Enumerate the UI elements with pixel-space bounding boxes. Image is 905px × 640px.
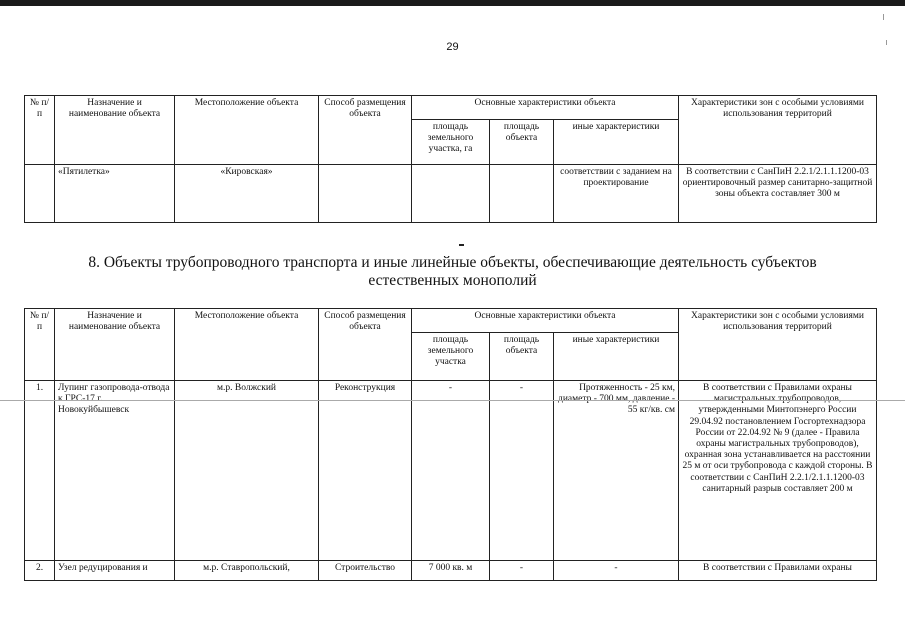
table-continuation — [24, 95, 877, 223]
header-other: иные характеристики — [554, 333, 679, 381]
cell-area-object: - — [490, 561, 554, 581]
cell-area-object — [490, 165, 554, 223]
header-area-land: площадь земельного участка — [412, 333, 490, 381]
cell-other: соответствии с заданием на проектирование — [554, 165, 679, 223]
cell-location: м.р. Волжский — [175, 381, 319, 561]
page-number: 29 — [446, 41, 459, 53]
header-method: Способ размещения объекта — [319, 309, 412, 381]
cell-location: м.р. Ставропольский, — [175, 561, 319, 581]
table-row — [25, 165, 877, 223]
header-main-characteristics: Основные характеристики объекта — [412, 309, 679, 333]
header-other: иные характеристики — [554, 120, 679, 165]
header-location: Местоположение объекта — [175, 309, 319, 381]
section-heading: 8. Объекты трубопроводного транспорта и иные линейные объекты, обеспечивающие деятельность субъектов естественных монополий — [88, 254, 817, 289]
cell-location: «Кировская» — [175, 165, 319, 223]
cell-area-land: 7 000 кв. м — [412, 561, 490, 581]
cell-other: - — [554, 561, 679, 581]
header-main-characteristics: Основные характеристики объекта — [412, 96, 679, 120]
cell-num — [25, 165, 55, 223]
header-num: № п/п — [25, 96, 55, 165]
scan-mark — [883, 14, 884, 20]
cell-other: Протяженность - 25 км, 55 кг/кв. см — [554, 381, 679, 561]
header-zones: Характеристики зон с особыми условиями использования территорий — [679, 309, 877, 381]
cell-area-object: - — [490, 381, 554, 561]
header-location: Местоположение объекта — [175, 96, 319, 165]
table-row — [25, 561, 877, 581]
cell-name: Лупинг газопровода-отвода Новокуйбышевск — [55, 381, 175, 561]
table-pipelines — [24, 308, 877, 581]
cell-zones: В соответствии с Правилами охраны утвержденными Минтопэнерго России 29.04.92 постановлением Госгортехнадзора России от 22.04.92 № 9 (далее - Правила охраны магистральных трубопроводов), охранная зона устанавливается на расстоянии 25 м от оси трубопровода с каждой стороны. В соответствии с СанПиН 2.2.1/2.1.1.1200-03 санитарный разрыв составляет 200 м — [679, 381, 877, 561]
cell-name: Узел редуцирования и — [55, 561, 175, 581]
cell-zones: В соответствии с СанПиН 2.2.1/2.1.1.1200-03 ориентировочный размер санитарно-защитной зоны объекта составляет 300 м — [679, 165, 877, 223]
cell-name: «Пятилетка» — [55, 165, 175, 223]
scan-top-border — [0, 0, 905, 6]
cell-method: Строительство — [319, 561, 412, 581]
cell-num: 2. — [25, 561, 55, 581]
scan-mark — [459, 244, 464, 246]
header-area-land: площадь земельного участка, га — [412, 120, 490, 165]
header-num: № п/п — [25, 309, 55, 381]
header-name: Назначение и наименование объекта — [55, 96, 175, 165]
header-name: Назначение и наименование объекта — [55, 309, 175, 381]
header-area-object: площадь объекта — [490, 120, 554, 165]
cell-zones: В соответствии с Правилами охраны — [679, 561, 877, 581]
table-row — [25, 381, 877, 561]
cell-num: 1. — [25, 381, 55, 561]
header-zones: Характеристики зон с особыми условиями использования территорий — [679, 96, 877, 165]
cell-area-land: - — [412, 381, 490, 561]
cell-method — [319, 165, 412, 223]
header-method: Способ размещения объекта — [319, 96, 412, 165]
header-area-object: площадь объекта — [490, 333, 554, 381]
cell-method: Реконструкция — [319, 381, 412, 561]
scan-line — [0, 400, 905, 401]
cell-area-land — [412, 165, 490, 223]
